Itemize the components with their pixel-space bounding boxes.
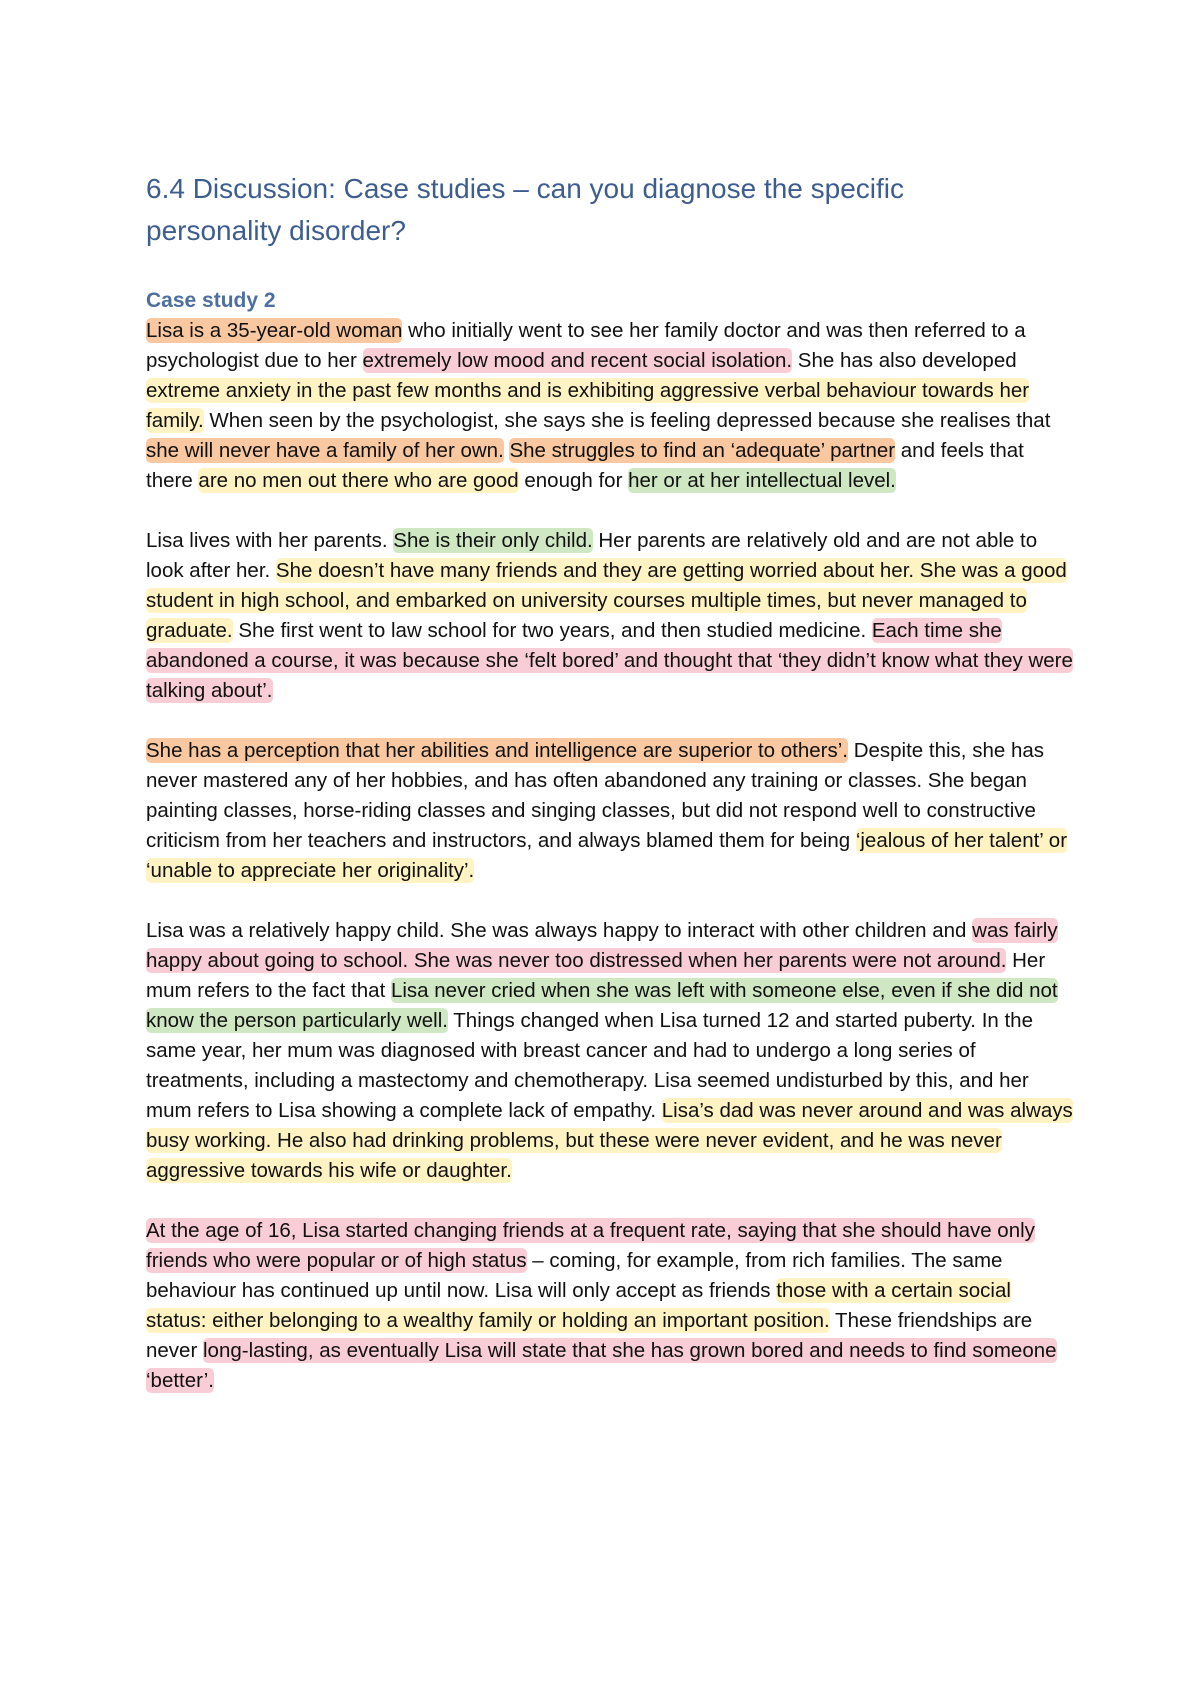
body-text: She first went to law school for two years, and then studied medicine. <box>232 619 872 642</box>
highlighted-text-green: Lisa never cried when she was left with someone else, even if she did not know the person particularly well. <box>146 979 1058 1032</box>
highlighted-text-green: She is their only child. <box>393 529 593 552</box>
highlighted-text-yellow: ‘jealous of her talent’ or ‘unable to appreciate her originality’. <box>146 829 1068 882</box>
body-text: Things changed when Lisa turned 12 and started puberty. In the same year, her mum was diagnosed with breast cancer and had to undergo a long series of treatments, including a mastectomy and chemotherapy. Lisa seemed undisturbed by this, and her mum refers to Lisa showing a complete lack of empathy. <box>146 1009 1033 1122</box>
highlighted-text-pink: extremely low mood and recent social isolation. <box>362 349 793 372</box>
paragraph <box>146 316 1076 496</box>
highlighted-text-green: her or at her intellectual level. <box>628 469 896 492</box>
highlighted-text-yellow: extreme anxiety in the past few months and is exhibiting aggressive verbal behaviour towards her family. <box>146 379 1030 432</box>
highlighted-text-yellow: She doesn’t have many friends and they are getting worried about her. She was a good student in high school, and embarked on university courses multiple times, but never managed to graduate. <box>146 559 1067 642</box>
highlighted-text-pink: was fairly happy about going to school. She was never too distressed when her parents were not around. <box>146 919 1058 972</box>
highlighted-text-orange: She struggles to find an ‘adequate’ partner <box>509 439 896 462</box>
paragraph <box>146 526 1076 706</box>
body-text: Her parents are relatively old and are not able to look after her. <box>146 529 1038 582</box>
highlighted-text-pink: Each time she abandoned a course, it was because she ‘felt bored’ and thought that ‘they didn’t know what they were talking about’. <box>146 619 1073 702</box>
body-text: and feels that there <box>146 439 1024 492</box>
page-title: 6.4 Discussion: Case studies – can you diagnose the specific personality disorder? <box>146 173 904 246</box>
case-study-label: Case study 2 <box>146 289 276 312</box>
highlighted-text-pink: long-lasting, as eventually Lisa will state that she has grown bored and needs to find someone ‘better’. <box>146 1339 1057 1392</box>
body-text: These friendships are never <box>146 1309 1033 1362</box>
body-text: She has also developed <box>792 349 1017 372</box>
highlighted-text-orange: Lisa is a 35-year-old woman <box>146 319 403 342</box>
highlighted-text-yellow: are no men out there who are good <box>198 469 519 492</box>
body-text: Her mum refers to the fact that <box>146 949 1046 1002</box>
body-text: – coming, for example, from rich families. The same behaviour has continued up until now. Lisa will only accept as friends <box>146 1249 1003 1302</box>
paragraph <box>146 916 1076 1186</box>
body-text: When seen by the psychologist, she says she is feeling depressed because she realises that <box>203 409 1051 432</box>
highlighted-text-orange: she will never have a family of her own. <box>146 439 504 462</box>
body-text: Lisa was a relatively happy child. She was always happy to interact with other children and <box>146 919 973 942</box>
body-text: who initially went to see her family doctor and was then referred to a psychologist due to her <box>146 319 1026 372</box>
highlighted-text-yellow: Lisa’s dad was never around and was always busy working. He also had drinking problems, but these were never evident, and he was never aggressive towards his wife or daughter. <box>146 1099 1073 1182</box>
body-text: Lisa lives with her parents. <box>146 529 394 552</box>
paragraph <box>146 1216 1076 1396</box>
highlighted-text-pink: At the age of 16, Lisa started changing friends at a frequent rate, saying that she should have only friends who were popular or of high status <box>146 1219 1035 1272</box>
paragraph <box>146 736 1076 886</box>
highlighted-text-orange: She has a perception that her abilities and intelligence are superior to others’. <box>146 739 848 762</box>
highlighted-text-yellow: those with a certain social status: either belonging to a wealthy family or holding an important position. <box>146 1279 1011 1332</box>
body-text: enough for <box>518 469 629 492</box>
case-study-body <box>146 316 1076 1426</box>
body-text: Despite this, she has never mastered any of her hobbies, and has often abandoned any training or classes. She began painting classes, horse-riding classes and singing classes, but did not respond well to constructive criticism from her teachers and instructors, and always blamed them for being <box>146 739 1044 852</box>
